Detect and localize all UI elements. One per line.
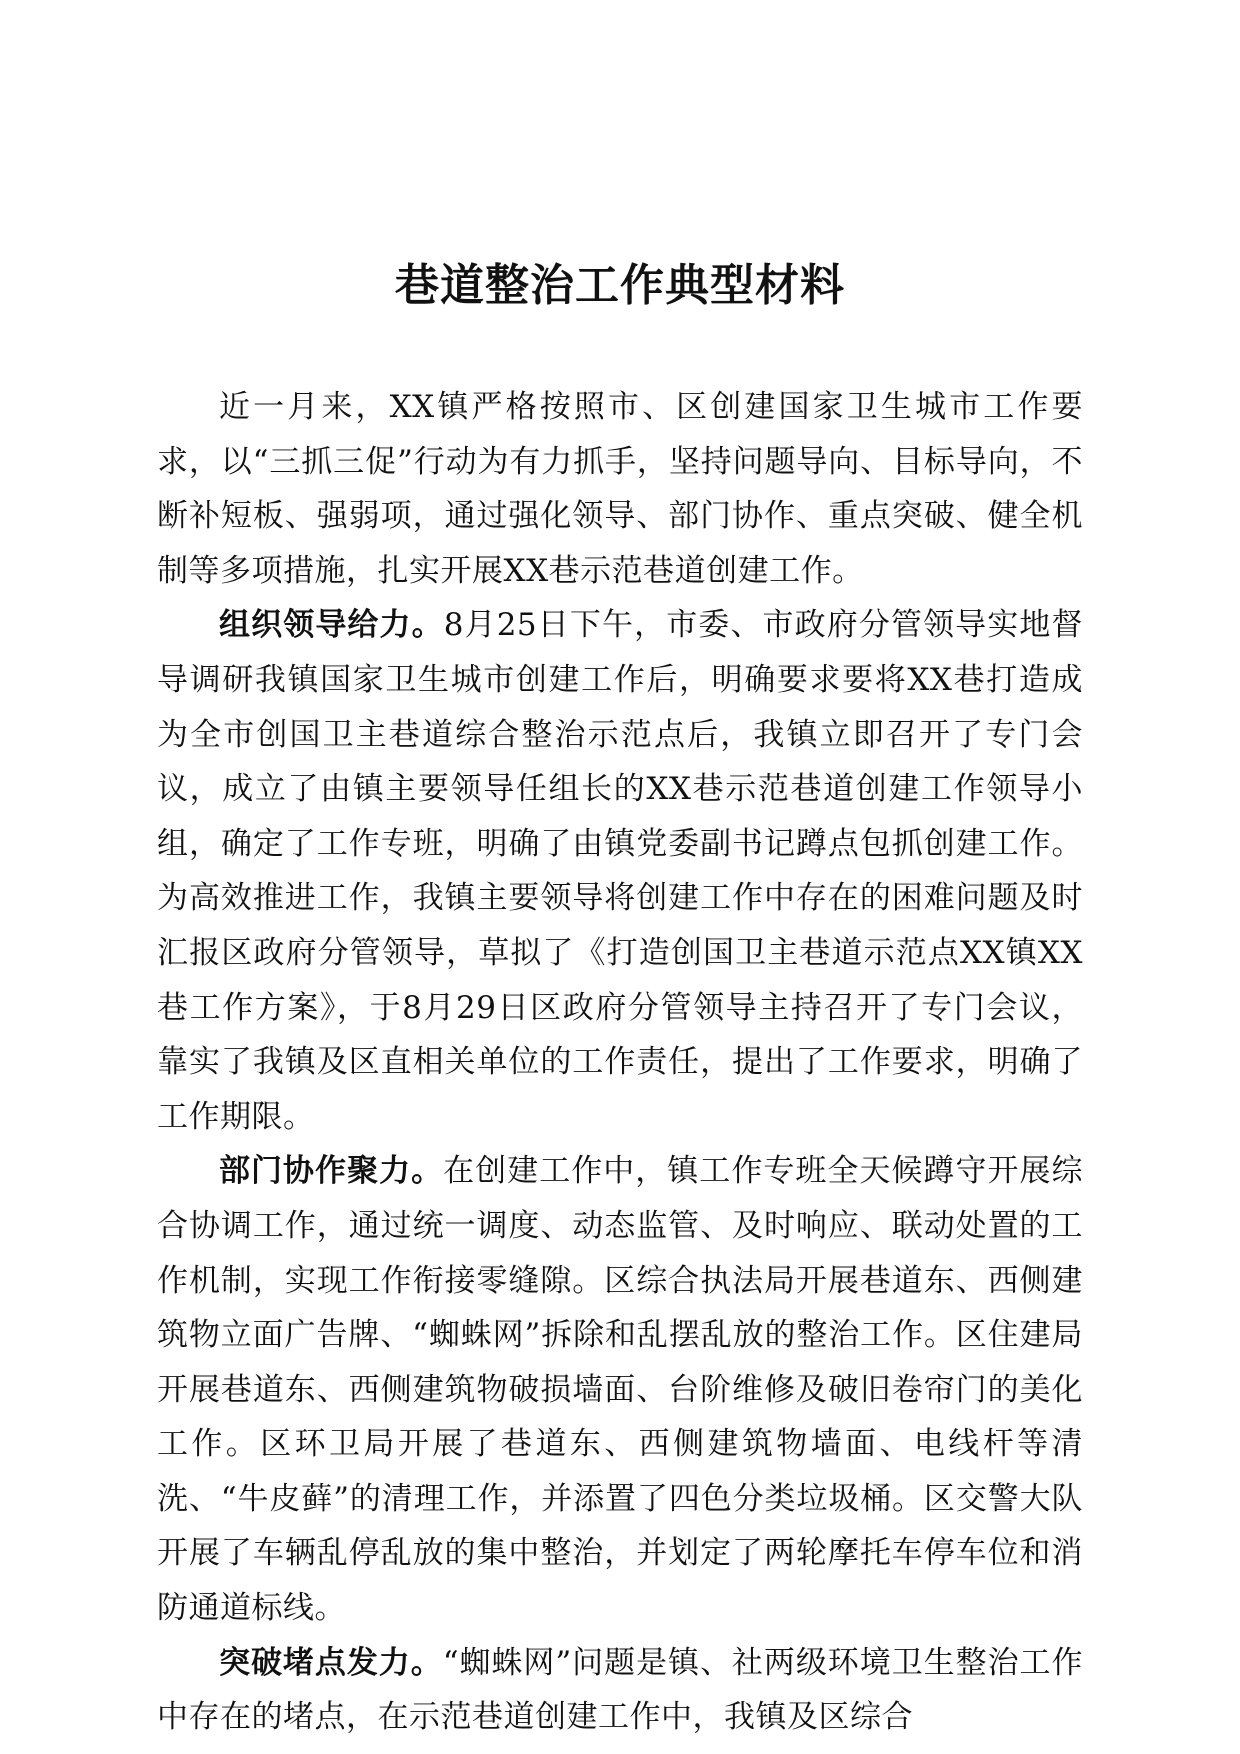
document-body	[157, 380, 1083, 1745]
paragraph-text: “蜘蛛网”问题是镇、社两级环境卫生整治工作中存在的堵点，在示范巷道创建工作中，我镇及区综合	[157, 1644, 1083, 1736]
paragraph-text: 在创建工作中，镇工作专班全天候蹲守开展综合协调工作，通过统一调度、动态监管、及时响应、联动处置的工作机制，实现工作衔接零缝隙。区综合执法局开展巷道东、西侧建筑物立面广告牌、“蜘蛛网”拆除和乱摆乱放的整治工作。区住建局开展巷道东、西侧建筑物破损墙面、台阶维修及破旧卷帘门的美化工作。区环卫局开展了巷道东、西侧建筑物墙面、电线杆等清洗、“牛皮藓”的清理工作，并添置了四色分类垃圾桶。区交警大队开展了车辆乱停乱放的集中整治，并划定了两轮摩托车停车位和消防通道标线。	[157, 1153, 1084, 1627]
paragraph-text: 近一月来，XX镇严格按照市、区创建国家卫生城市工作要求，以“三抓三促”行动为有力抓手，坚持问题导向、目标导向，不断补短板、强弱项，通过强化领导、部门协作、重点突破、健全机制等多项措施，扎实开展XX巷示范巷道创建工作。	[157, 389, 1083, 589]
paragraph-leadership	[157, 598, 1083, 1144]
paragraph-cooperation	[157, 1144, 1083, 1635]
paragraph-text: 8月25日下午，市委、市政府分管领导实地督导调研我镇国家卫生城市创建工作后，明确要求要将XX巷打造成为全市创国卫主巷道综合整治示范点后，我镇立即召开了专门会议，成立了由镇主要领导任组长的XX巷示范巷道创建工作领导小组，确定了工作专班，明确了由镇党委副书记蹲点包抓创建工作。为高效推进工作，我镇主要领导将创建工作中存在的困难问题及时汇报区政府分管领导，草拟了《打造创国卫主巷道示范点XX镇XX巷工作方案》，于8月29日区政府分管领导主持召开了专门会议，靠实了我镇及区直相关单位的工作责任，提出了工作要求，明确了工作期限。	[157, 607, 1083, 1135]
paragraph-lead: 组织领导给力。	[219, 607, 444, 644]
document-title: 巷道整治工作典型材料	[395, 260, 845, 311]
paragraph-lead: 突破堵点发力。	[219, 1644, 443, 1681]
paragraph-intro	[157, 380, 1083, 598]
paragraph-lead: 部门协作聚力。	[219, 1153, 444, 1190]
paragraph-breakthrough	[157, 1636, 1083, 1745]
